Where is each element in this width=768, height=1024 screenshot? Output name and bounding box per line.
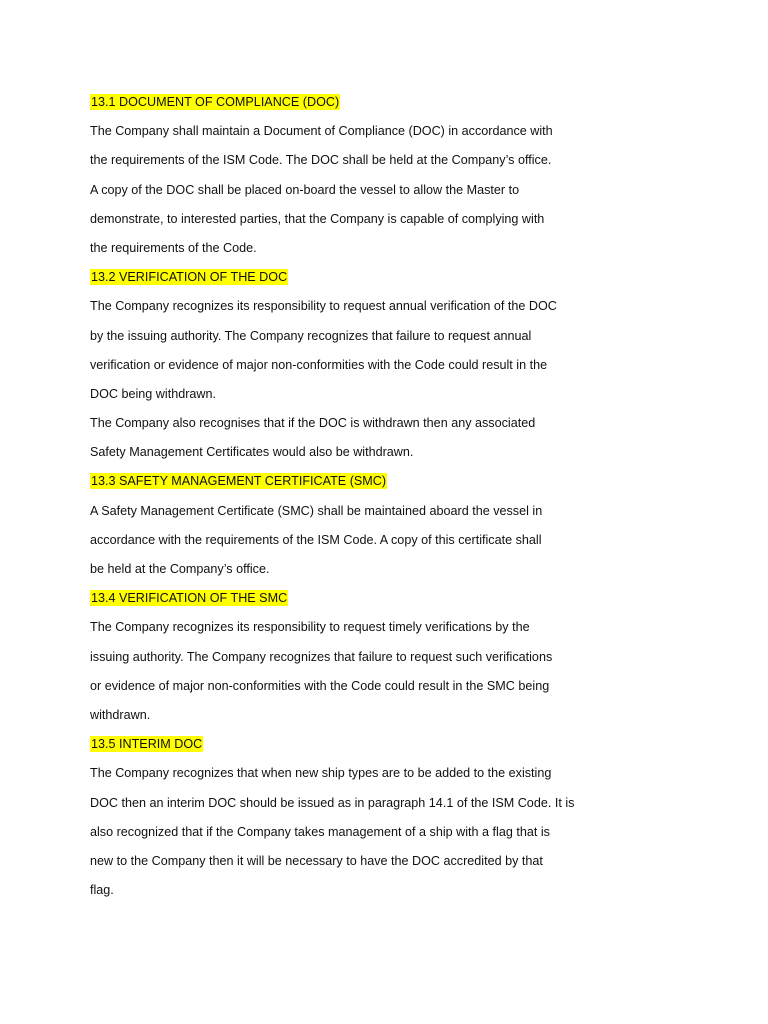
paragraph-line: the requirements of the Code. (90, 240, 257, 255)
paragraph-line: also recognized that if the Company takes management of a ship with a flag that is (90, 824, 550, 839)
paragraph-line: or evidence of major non-conformities with the Code could result in the SMC being (90, 678, 550, 693)
paragraph-line: verification or evidence of major non-conformities with the Code could result in the (90, 357, 548, 372)
paragraph-line: accordance with the requirements of the ISM Code. A copy of this certificate shall (90, 532, 542, 547)
paragraph-line: The Company shall maintain a Document of Compliance (DOC) in accordance with (90, 124, 553, 139)
heading-highlight: 13.4 VERIFICATION OF THE SMC (91, 591, 288, 606)
paragraph-line: A Safety Management Certificate (SMC) shall be maintained aboard the vessel in (90, 503, 543, 518)
heading-highlight: 13.1 DOCUMENT OF COMPLIANCE (DOC) (91, 95, 340, 109)
paragraph-line: The Company recognizes its responsibility to request annual verification of the DOC (90, 299, 557, 314)
paragraph-line: The Company recognizes that when new ship types are to be added to the existing (90, 766, 552, 781)
paragraph-line: The Company recognizes its responsibility to request timely verifications by the (90, 620, 530, 635)
paragraph-line: DOC being withdrawn. (90, 386, 216, 401)
section-heading-13-2 (90, 263, 590, 292)
paragraph-line: withdrawn. (90, 707, 151, 722)
paragraph-line: be held at the Company’s office. (90, 562, 270, 576)
heading-highlight: 13.2 VERIFICATION OF THE DOC (91, 270, 288, 285)
paragraph-line: issuing authority. The Company recognizes that failure to request such verifications (90, 649, 553, 664)
section-heading-13-3 (90, 467, 590, 496)
paragraph-line: Safety Management Certificates would also be withdrawn. (90, 445, 414, 460)
paragraph-line: flag. (90, 883, 114, 898)
paragraph-line: DOC then an interim DOC should be issued as in paragraph 14.1 of the ISM Code. It is (90, 795, 575, 810)
paragraph-line: the requirements of the ISM Code. The DOC shall be held at the Company’s office. (90, 153, 552, 168)
paragraph-line: by the issuing authority. The Company recognizes that failure to request annual (90, 328, 532, 343)
section-heading-13-4 (90, 584, 590, 613)
paragraph-line: new to the Company then it will be necessary to have the DOC accredited by that (90, 853, 543, 868)
section-heading-13-5 (90, 730, 590, 759)
heading-highlight: 13.3 SAFETY MANAGEMENT CERTIFICATE (SMC) (91, 474, 387, 489)
paragraph-line: The Company also recognises that if the DOC is withdrawn then any associated (90, 416, 536, 431)
section-heading-13-1 (90, 88, 590, 117)
paragraph-line: demonstrate, to interested parties, that the Company is capable of complying with (90, 211, 545, 226)
paragraph-line: A copy of the DOC shall be placed on-board the vessel to allow the Master to (90, 182, 520, 197)
heading-highlight: 13.5 INTERIM DOC (91, 737, 203, 752)
document-page (90, 88, 590, 905)
